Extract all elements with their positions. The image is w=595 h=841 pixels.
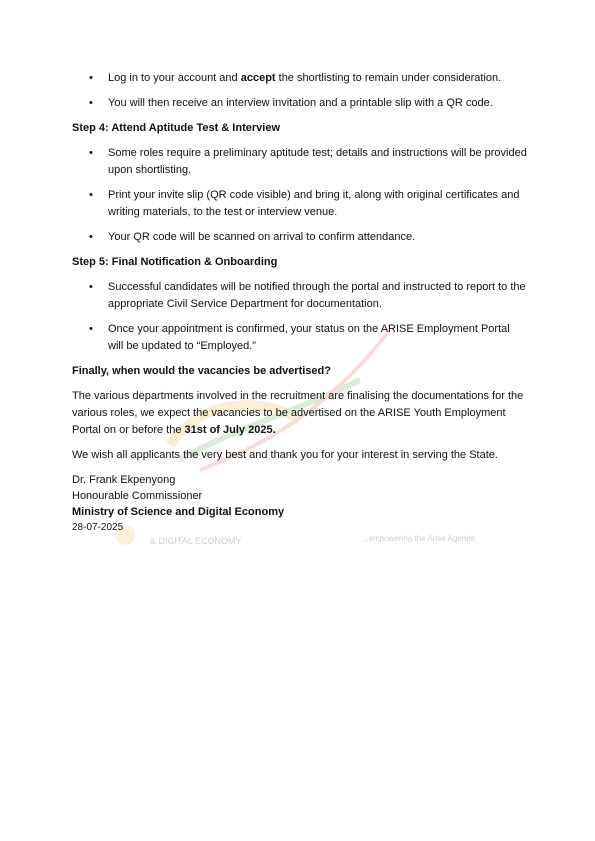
list-item: • Some roles require a preliminary aptitude test; details and instructions will be provided upon shortlisting.	[89, 147, 527, 176]
closing-paragraph: We wish all applicants the very best and thank you for your interest in serving the State.	[72, 449, 498, 461]
bullet-icon: •	[89, 323, 93, 335]
bullet-icon: •	[89, 231, 93, 243]
document-body	[72, 70, 527, 536]
step3-continued-list	[72, 70, 527, 112]
watermark-line: & DIGITAL ECONOMY	[150, 536, 242, 546]
list-item: • Your QR code will be scanned on arrival to confirm attendance.	[72, 229, 527, 246]
vacancies-paragraph: The various departments involved in the recruitment are finalising the documentations for the various roles, we expect the vacancies to be advertised on the ARISE Youth Employment Portal on or before the 31st of July 2025.	[72, 390, 524, 436]
list-item: • Log in to your account and accept the shortlisting to remain under consideration.	[72, 70, 527, 87]
signatory-organization: Ministry of Science and Digital Economy	[72, 506, 285, 518]
vacancies-heading: Finally, when would the vacancies be advertised?	[72, 365, 331, 377]
watermark-tagline: ...empowering the Arise Agenda	[362, 534, 475, 543]
list-item: • Successful candidates will be notified through the portal and instructed to report to the appropriate Civil Service Department for documentation.	[89, 281, 526, 310]
list-item: • You will then receive an interview invitation and a printable slip with a QR code.	[72, 95, 527, 112]
step4-heading: Step 4: Attend Aptitude Test & Interview	[72, 122, 280, 134]
bullet-icon: •	[89, 97, 93, 109]
step5-heading: Step 5: Final Notification & Onboarding	[72, 256, 278, 268]
bullet-icon: •	[89, 189, 93, 201]
step5-list	[72, 279, 527, 355]
list-item: • Print your invite slip (QR code visible) and bring it, along with original certificates and writing materials, to the test or interview venue.	[89, 189, 520, 218]
step4-list	[72, 145, 527, 246]
signature-block	[72, 472, 527, 536]
signatory-name: Dr. Frank Ekpenyong	[72, 474, 176, 486]
bullet-icon: •	[89, 281, 93, 293]
bullet-icon: •	[89, 72, 93, 84]
list-item: • Once your appointment is confirmed, your status on the ARISE Employment Portal will be updated to “Employed.”	[89, 323, 510, 352]
bullet-icon: •	[89, 147, 93, 159]
signatory-title: Honourable Commissioner	[72, 490, 203, 502]
signature-date: 28-07-2025	[72, 522, 124, 533]
